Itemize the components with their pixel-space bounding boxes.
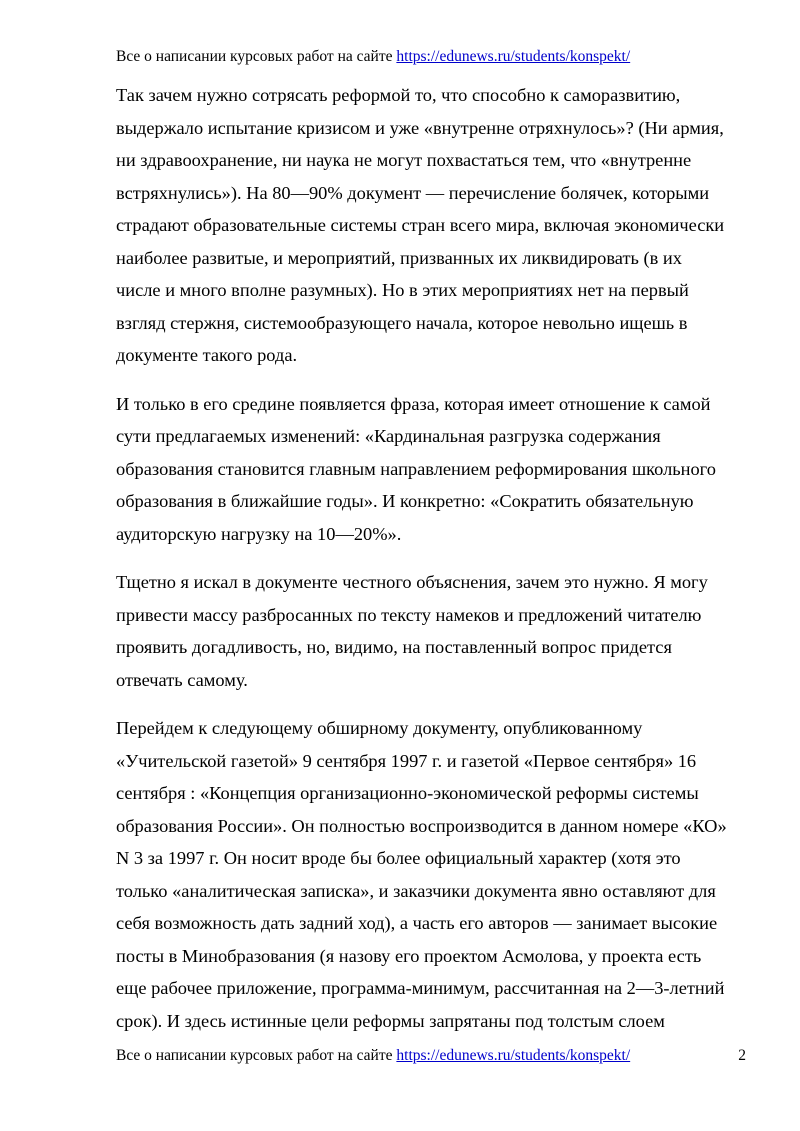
text-line: ни здравоохранение, ни наука не могут похвастаться тем, что «внутренне: [116, 150, 692, 170]
paragraph-container: [116, 79, 756, 1037]
paragraph: [116, 388, 756, 551]
text-line: выдержало испытание кризисом и уже «внутренне отряхнулось»? (Ни армия,: [116, 117, 724, 138]
text-line: Так зачем нужно сотрясать реформой то, что способно к саморазвитию,: [116, 85, 681, 105]
text-line: посты в Минобразования (я назову его проектом Асмолова, у проекта есть: [116, 945, 702, 966]
paragraph-spacer: [116, 372, 756, 388]
text-line: образования России». Он полностью воспроизводится в данном номере «КО»: [116, 815, 727, 836]
header-text: Все о написании курсовых работ на сайте: [116, 48, 397, 65]
paragraph-spacer: [116, 550, 756, 566]
text-line: наиболее развитые, и мероприятий, призванных их ликвидировать (в их: [116, 247, 682, 268]
page-header: [116, 46, 630, 68]
text-line: привести массу разбросанных по тексту намеков и предложений читателю: [116, 604, 702, 625]
text-line: сути предлагаемых изменений: «Кардинальная разгрузка содержания: [116, 426, 661, 446]
paragraph: [116, 79, 756, 372]
text-line: Тщетно я искал в документе честного объяснения, зачем это нужно. Я могу: [116, 572, 708, 592]
text-line: проявить догадливость, но, видимо, на поставленный вопрос придется: [116, 637, 672, 657]
text-line: срок). И здесь истинные цели реформы запрятаны под толстым слоем: [116, 1010, 665, 1031]
text-line: числе и много вполне разумных). Но в этих мероприятиях нет на первый: [116, 280, 689, 300]
text-line: N 3 за 1997 г. Он носит вроде бы более официальный характер (хотя это: [116, 848, 681, 868]
text-line: документе такого рода.: [116, 345, 298, 365]
footer-text: Все о написании курсовых работ на сайте: [116, 1047, 397, 1064]
page-number: 2: [738, 1047, 746, 1064]
paragraph: [116, 566, 756, 696]
text-line: взгляд стержня, системообразующего начала, которое невольно ищешь в: [116, 312, 688, 333]
text-line: отвечать самому.: [116, 669, 248, 690]
paragraph-spacer: [116, 696, 756, 712]
header-link[interactable]: https://edunews.ru/students/konspekt/: [396, 48, 631, 65]
text-line: Перейдем к следующему обширному документу, опубликованному: [116, 718, 643, 738]
page-footer: [116, 1045, 746, 1067]
paragraph: [116, 712, 756, 1037]
text-line: еще рабочее приложение, программа-минимум, рассчитанная на 2—3-летний: [116, 978, 725, 998]
text-line: аудиторскую нагрузку на 10—20%».: [116, 523, 402, 544]
text-line: «Учительской газетой» 9 сентября 1997 г. и газетой «Первое сентября» 16: [116, 750, 697, 771]
text-line: образования становится главным направлением реформирования школьного: [116, 458, 716, 479]
text-line: себя возможность дать задний ход), а часть его авторов — занимает высокие: [116, 913, 718, 933]
text-line: образования в ближайшие годы». И конкретно: «Сократить обязательную: [116, 491, 694, 511]
document-body: [116, 79, 756, 1039]
text-line: страдают образовательные системы стран всего мира, включая экономически: [116, 215, 725, 235]
text-line: сентября : «Концепция организационно-экономической реформы системы: [116, 783, 699, 803]
text-line: И только в его средине появляется фраза, которая имеет отношение к самой: [116, 393, 711, 414]
text-line: встряхнулись»). На 80—90% документ — перечисление болячек, которыми: [116, 182, 710, 203]
footer-link[interactable]: https://edunews.ru/students/konspekt/: [396, 1047, 631, 1064]
text-line: только «аналитическая записка», и заказчики документа явно оставляют для: [116, 880, 716, 901]
